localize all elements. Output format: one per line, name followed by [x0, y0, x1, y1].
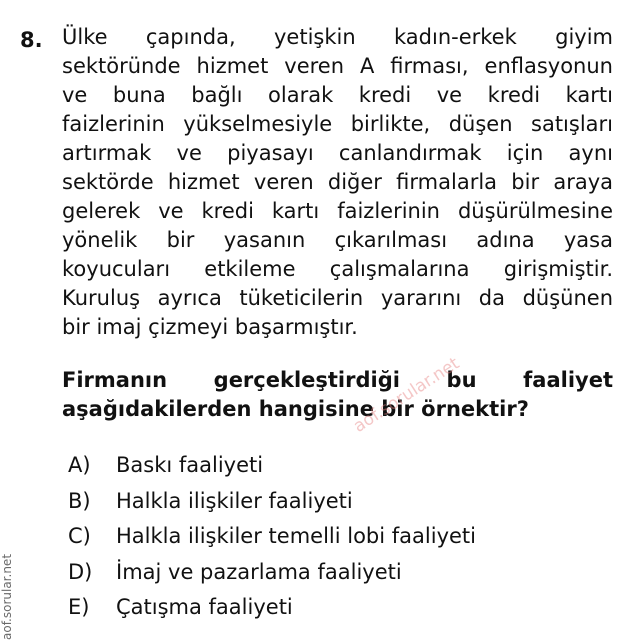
option-c[interactable]: [68, 519, 476, 555]
prompt-line: aşağıdakilerden hangisine bir örnektir?: [62, 397, 529, 421]
option-letter: D): [68, 559, 93, 584]
option-letter: E): [68, 595, 90, 619]
option-letter: A): [68, 453, 91, 477]
side-watermark: aof.sorular.net: [0, 553, 14, 640]
question-prompt: [62, 366, 613, 424]
option-d[interactable]: [68, 555, 476, 591]
stem-line: Ülke çapında, yetişkin kadın-erkek giyim: [62, 25, 613, 49]
stem-line: Kuruluş ayrıca tüketicilerin yararını da düşünen: [62, 286, 613, 310]
stem-line: koyucuları etkileme çalışmalarına girişmiştir.: [62, 257, 613, 281]
prompt-line: Firmanın gerçekleştirdiği bu faaliyet: [62, 368, 613, 392]
option-letter: B): [68, 488, 91, 513]
option-a[interactable]: [68, 448, 476, 484]
stem-line: artırmak ve piyasayı canlandırmak için aynı: [62, 141, 613, 165]
stem-line: bir imaj çizmeyi başarmıştır.: [62, 315, 358, 339]
stem-line: yönelik bir yasanın çıkarılması adına yasa: [62, 228, 613, 252]
answer-options: [68, 448, 476, 626]
stem-line: sektörde hizmet veren diğer firmalarla bir araya: [62, 170, 613, 194]
stem-line: ve buna bağlı olarak kredi ve kredi kartı: [62, 83, 613, 107]
option-text: İmaj ve pazarlama faaliyeti: [116, 559, 402, 584]
option-letter: C): [68, 524, 91, 548]
option-text: Baskı faaliyeti: [116, 453, 264, 477]
stem-line: gelerek ve kredi kartı faizlerinin düşürülmesine: [62, 199, 613, 223]
question-stem: [62, 23, 613, 342]
option-text: Çatışma faaliyeti: [116, 595, 293, 619]
option-e[interactable]: [68, 590, 476, 626]
stem-line: sektöründe hizmet veren A firması, enflasyonun: [62, 54, 613, 78]
stem-line: faizlerinin yükselmesiyle birlikte, düşen satışları: [62, 112, 613, 136]
diagonal-watermark: aof.sorular.net: [350, 353, 464, 437]
option-b[interactable]: [68, 484, 476, 520]
option-text: Halkla ilişkiler temelli lobi faaliyeti: [116, 524, 476, 548]
option-text: Halkla ilişkiler faaliyeti: [116, 488, 353, 513]
question-number: 8.: [20, 28, 43, 52]
